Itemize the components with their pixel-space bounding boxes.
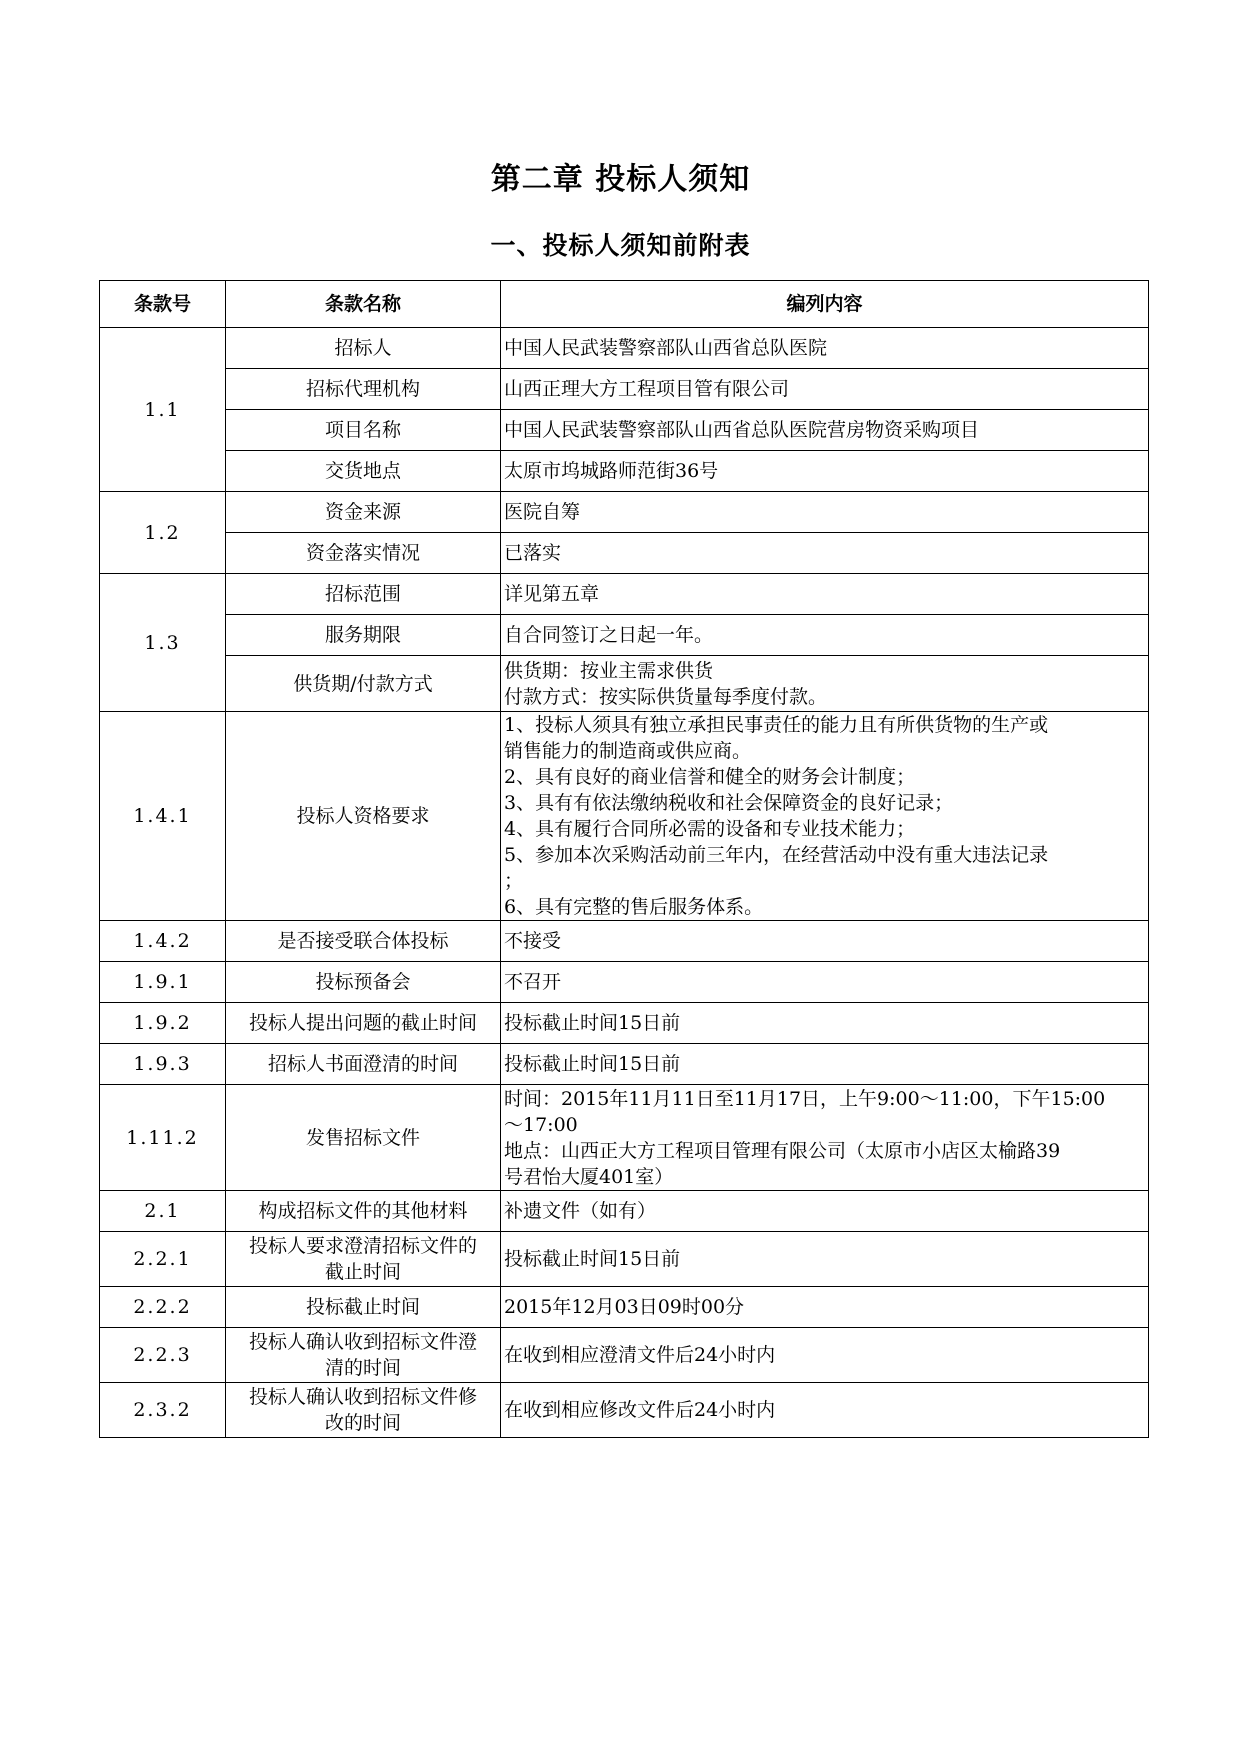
clause-name-cell: [226, 410, 501, 451]
clause-content-line: 太原市坞城路师范街36号: [504, 460, 719, 482]
clause-content-cell: [501, 1003, 1149, 1044]
clause-number-cell: 1.11.2: [100, 1085, 226, 1191]
clause-content-cell: [501, 656, 1149, 712]
clause-content-line: 不召开: [504, 971, 562, 993]
clause-name-line: 投标人确认收到招标文件修: [248, 1386, 477, 1408]
clause-name-cell: [226, 574, 501, 615]
clause-content-cell: [501, 1328, 1149, 1383]
clause-content-cell: [501, 1085, 1149, 1191]
table-row: [100, 1085, 1149, 1191]
clause-content-line: 地点：山西正大方工程项目管理有限公司（太原市小店区太榆路39: [504, 1139, 1061, 1162]
table-row: [100, 1287, 1149, 1328]
clause-content-cell: [501, 1287, 1149, 1328]
clause-number-cell: 1.3: [100, 574, 226, 712]
clause-name-cell: [226, 492, 501, 533]
clause-name-line: 招标人书面澄清的时间: [267, 1053, 458, 1075]
clause-name-line: 投标截止时间: [305, 1296, 420, 1318]
clause-name-line: 是否接受联合体投标: [277, 930, 449, 952]
table-row: [100, 1232, 1149, 1287]
clause-content-line: ～17:00: [504, 1113, 578, 1136]
section-title: 一、投标人须知前附表: [490, 231, 751, 260]
table-row: [100, 533, 1149, 574]
clause-content-line: 山西正理大方工程项目管有限公司: [504, 378, 790, 400]
clause-name-line: 截止时间: [324, 1261, 401, 1283]
clause-number-cell: 1.1: [100, 328, 226, 492]
clause-content-line: 付款方式：按实际供货量每季度付款。: [504, 685, 828, 708]
clause-content-cell: [501, 921, 1149, 962]
clause-content-line: 不接受: [504, 930, 562, 952]
clause-content-line: 1、投标人须具有独立承担民事责任的能力且有所供货物的生产或: [504, 714, 1049, 736]
clause-name-line: 投标人确认收到招标文件澄: [248, 1331, 477, 1353]
clause-content-cell: [501, 574, 1149, 615]
clause-name-line: 构成招标文件的其他材料: [258, 1200, 468, 1222]
table-row: [100, 574, 1149, 615]
clause-name-line: 交货地点: [324, 460, 401, 482]
table-row: [100, 492, 1149, 533]
clause-content-line: 投标截止时间15日前: [504, 1053, 681, 1075]
clause-name-cell: [226, 962, 501, 1003]
clause-name-cell: [226, 1044, 501, 1085]
table-row: [100, 1328, 1149, 1383]
clause-content-cell: [501, 328, 1149, 369]
clause-name-line: 资金来源: [324, 501, 401, 523]
clause-content-line: 4、具有履行合同所必需的设备和专业技术能力；: [504, 818, 916, 840]
clause-content-cell: [501, 1044, 1149, 1085]
clause-name-cell: [226, 1328, 501, 1383]
clause-name-cell: [226, 921, 501, 962]
clause-content-cell: [501, 369, 1149, 410]
clause-name-cell: [226, 328, 501, 369]
clause-name-cell: [226, 712, 501, 921]
clause-number-cell: 2.3.2: [100, 1383, 226, 1438]
clause-name-line: 投标预备会: [315, 971, 411, 993]
table-row: [100, 410, 1149, 451]
clause-content-line: 销售能力的制造商或供应商。: [504, 740, 752, 762]
clause-name-line: 投标人资格要求: [296, 805, 430, 827]
clause-content-line: 投标截止时间15日前: [504, 1012, 681, 1034]
clause-content-line: 时间：2015年11月11日至11月17日，上午9:00～11:00，下午15:00: [504, 1087, 1106, 1110]
clause-content-line: 供货期：按业主需求供货: [504, 659, 714, 682]
clause-name-cell: [226, 656, 501, 712]
table-row: [100, 1044, 1149, 1085]
clause-content-cell: [501, 962, 1149, 1003]
clause-name-line: 投标人提出问题的截止时间: [248, 1012, 477, 1034]
header-clause-number: 条款号: [100, 281, 226, 328]
table-body: [100, 328, 1149, 1438]
clause-number-cell: 2.2.1: [100, 1232, 226, 1287]
clause-name-line: 投标人要求澄清招标文件的: [248, 1235, 477, 1257]
clause-content-line: 已落实: [504, 542, 562, 564]
clause-name-cell: [226, 1191, 501, 1232]
clause-name-cell: [226, 1232, 501, 1287]
clause-content-line: 医院自筹: [504, 501, 581, 523]
clause-content-line: 中国人民武装警察部队山西省总队医院营房物资采购项目: [504, 419, 980, 441]
clause-name-line: 服务期限: [324, 624, 401, 646]
page-title: 第二章 投标人须知: [490, 162, 751, 197]
clause-content-cell: [501, 1191, 1149, 1232]
clause-content-cell: [501, 1232, 1149, 1287]
clause-name-line: 项目名称: [324, 419, 401, 441]
clause-content-line: ；: [504, 870, 524, 892]
clause-content-line: 中国人民武装警察部队山西省总队医院: [504, 337, 828, 359]
clause-name-cell: [226, 1287, 501, 1328]
clause-content-cell: [501, 1383, 1149, 1438]
clause-content-cell: [501, 615, 1149, 656]
clause-content-line: 5、参加本次采购活动前三年内，在经营活动中没有重大违法记录: [504, 844, 1049, 866]
clause-name-cell: [226, 1003, 501, 1044]
clause-number-cell: 1.4.1: [100, 712, 226, 921]
table-row: [100, 962, 1149, 1003]
clause-content-cell: [501, 451, 1149, 492]
clause-number-cell: 1.9.1: [100, 962, 226, 1003]
clause-name-cell: [226, 451, 501, 492]
table-row: [100, 328, 1149, 369]
clause-content-line: 投标截止时间15日前: [504, 1248, 681, 1270]
clause-name-cell: [226, 1383, 501, 1438]
clause-content-line: 详见第五章: [504, 583, 600, 605]
clause-number-cell: 2.1: [100, 1191, 226, 1232]
table-row: [100, 1383, 1149, 1438]
table-header-row: [100, 281, 1149, 328]
clause-content-cell: [501, 712, 1149, 921]
clause-content-line: 3、具有有依法缴纳税收和社会保障资金的良好记录；: [504, 792, 954, 814]
table-row: [100, 656, 1149, 712]
table-row: [100, 615, 1149, 656]
clause-name-line: 供货期/付款方式: [293, 672, 433, 695]
clause-content-line: 在收到相应修改文件后24小时内: [504, 1399, 776, 1421]
clause-name-cell: [226, 1085, 501, 1191]
clause-content-cell: [501, 492, 1149, 533]
clause-name-line: 清的时间: [324, 1357, 401, 1379]
table-row: [100, 369, 1149, 410]
clause-name-line: 资金落实情况: [305, 542, 420, 564]
clause-number-cell: 2.2.3: [100, 1328, 226, 1383]
clause-number-cell: 1.4.2: [100, 921, 226, 962]
clause-content-cell: [501, 533, 1149, 574]
clause-name-line: 发售招标文件: [305, 1126, 420, 1149]
clause-name-cell: [226, 615, 501, 656]
clause-name-line: 招标人: [334, 337, 392, 359]
clause-content-line: 补遗文件（如有）: [504, 1200, 657, 1222]
header-content: 编列内容: [501, 281, 1149, 328]
clause-content-line: 2、具有良好的商业信誉和健全的财务会计制度；: [504, 766, 916, 788]
clause-name-line: 招标范围: [324, 583, 401, 605]
clause-name-line: 改的时间: [324, 1412, 401, 1434]
table-row: [100, 712, 1149, 921]
clause-name-cell: [226, 369, 501, 410]
front-matter-table: [99, 280, 1149, 1438]
clause-content-line: 6、具有完整的售后服务体系。: [504, 896, 764, 918]
clause-content-line: 号君怡大厦401室）: [504, 1165, 674, 1188]
clause-number-cell: 1.2: [100, 492, 226, 574]
header-clause-name: 条款名称: [226, 281, 501, 328]
table-row: [100, 451, 1149, 492]
clause-content-cell: [501, 410, 1149, 451]
clause-number-cell: 2.2.2: [100, 1287, 226, 1328]
clause-name-cell: [226, 533, 501, 574]
table-row: [100, 1003, 1149, 1044]
clause-number-cell: 1.9.3: [100, 1044, 226, 1085]
clause-name-line: 招标代理机构: [305, 378, 420, 400]
clause-content-line: 自合同签订之日起一年。: [504, 624, 714, 646]
table-row: [100, 1191, 1149, 1232]
clause-content-line: 2015年12月03日09时00分: [504, 1296, 745, 1318]
table-row: [100, 921, 1149, 962]
clause-content-line: 在收到相应澄清文件后24小时内: [504, 1344, 776, 1366]
clause-number-cell: 1.9.2: [100, 1003, 226, 1044]
